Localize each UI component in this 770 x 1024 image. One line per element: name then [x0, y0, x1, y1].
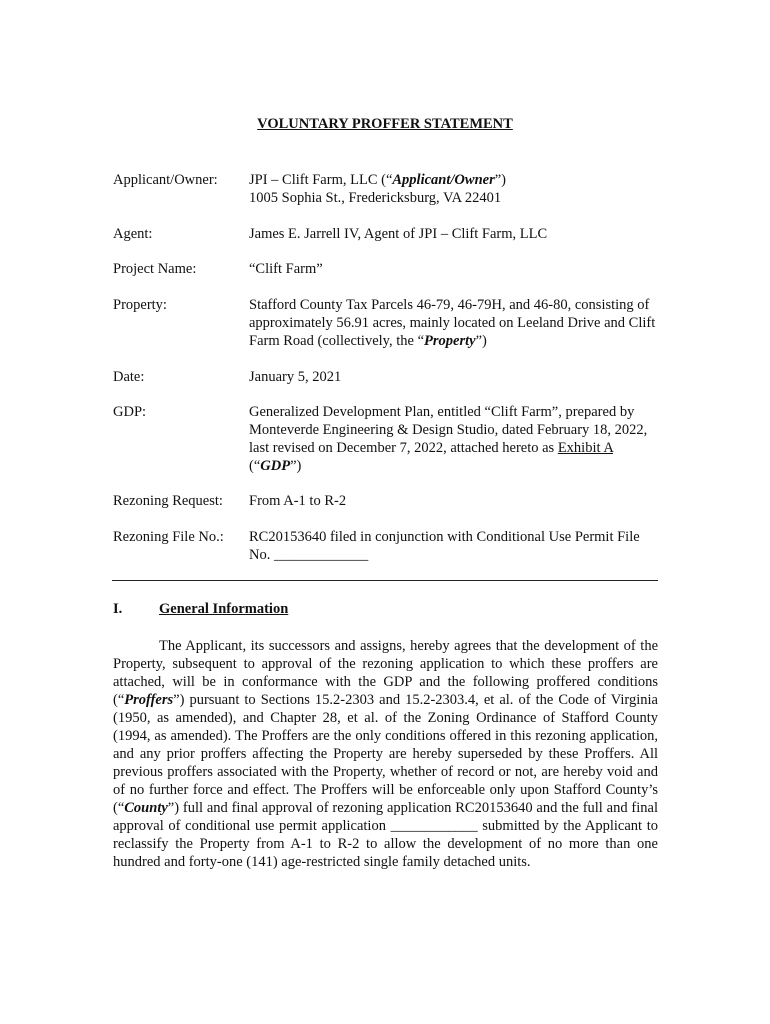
field-value: James E. Jarrell IV, Agent of JPI – Clift Farm, LLC	[249, 226, 548, 242]
field-label: Rezoning File No.:	[113, 529, 224, 545]
document-title: VOLUNTARY PROFFER STATEMENT	[257, 116, 513, 132]
exhibit-link: Exhibit A	[557, 440, 614, 456]
field-label: Property:	[113, 297, 167, 313]
field-value: From A-1 to R-2	[249, 493, 347, 509]
section-divider	[112, 580, 658, 581]
field-label: GDP:	[113, 404, 147, 420]
general-information-paragraph: The Applicant, its successors and assigns, hereby agrees that the development of the Property, subsequent to approval of the rezoning application to which these proffers are attached, will be in conformance with the GDP and the following proffered conditions (“Proffers”) pursuant to Sections 15.2-2303 and 15.2-2303.4, et al. of the Code of Virginia (1950, as amended), and Chapter 28, et al. of the Zoning Ordinance of Stafford County (1994, as amended). The Proffers are the only conditions offered in this rezoning application, and any prior proffers affecting the Property are hereby superseded by these Proffers. All previous proffers associated with the Property, whether of record or not, are hereby void and of no further force and effect. The Proffers will be enforceable only upon Stafford County’s (“County”) full and final approval of rezoning application RC20153640 and the full and final approval of conditional use permit application ____________ submitted by the Applicant to reclassify the Property from A-1 to R-2 to allow the development of no more than one hundred and forty-one (141) age-restricted single family detached units.	[113, 638, 658, 870]
field-label: Agent:	[113, 226, 153, 242]
field-value: January 5, 2021	[249, 369, 342, 385]
field-label: Applicant/Owner:	[113, 172, 218, 188]
field-label: Rezoning Request:	[113, 493, 223, 509]
section-title: General Information	[159, 601, 289, 617]
section-number: I.	[113, 601, 123, 617]
field-value: Generalized Development Plan, entitled “Clift Farm”, prepared by Monteverde Engineering & Design Studio, dated February 18, 2022, last revised on December 7, 2022, attached hereto as Exhibit A (“GDP”)	[249, 404, 648, 474]
field-label: Project Name:	[113, 261, 197, 277]
field-value: “Clift Farm”	[249, 261, 323, 277]
field-label: Date:	[113, 369, 145, 385]
field-value: RC20153640 filed in conjunction with Conditional Use Permit File No. _____________	[249, 529, 640, 563]
field-value: Stafford County Tax Parcels 46-79, 46-79H, and 46-80, consisting of approximately 56.91 acres, mainly located on Leeland Drive and Clift Farm Road (collectively, the “Property”)	[249, 297, 656, 349]
field-value: JPI – Clift Farm, LLC (“Applicant/Owner”) 1005 Sophia St., Fredericksburg, VA 22401	[249, 172, 506, 206]
